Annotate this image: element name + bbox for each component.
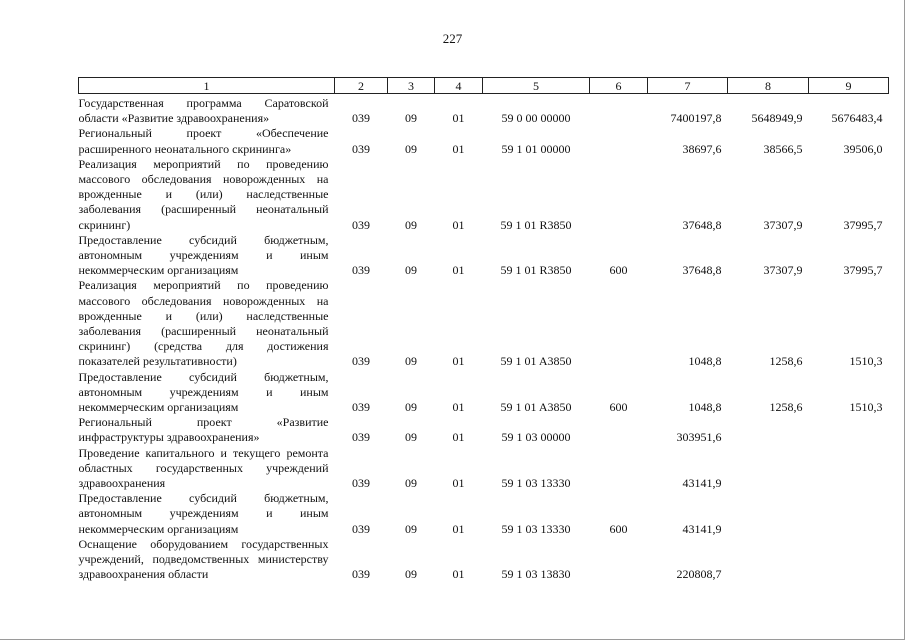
table-row (79, 491, 889, 537)
subsection-code: 01 (452, 430, 465, 445)
amount-year-2 (728, 446, 809, 492)
expense-type: 600 (609, 400, 628, 415)
header-cell: 4 (435, 78, 483, 94)
amount-year-3 (809, 446, 889, 492)
expense-type (590, 126, 648, 156)
amount-year-1: 43141,9 (682, 476, 722, 491)
header-cell: 6 (590, 78, 648, 94)
amount-year-2: 1258,6 (769, 400, 803, 415)
amount-year-3: 1510,3 (849, 400, 883, 415)
amount-year-1: 43141,9 (682, 521, 722, 536)
section-code: 09 (405, 521, 417, 536)
admin-code: 039 (352, 476, 370, 491)
expense-type: 600 (609, 521, 628, 536)
section-code: 09 (405, 263, 417, 278)
section-code: 09 (405, 430, 417, 445)
table-header-row (79, 78, 889, 94)
amount-year-3: 5676483,4 (831, 111, 883, 126)
target-article: 59 1 01 A3850 (500, 400, 572, 415)
amount-year-2: 5648949,9 (751, 111, 803, 126)
row-name: Реализация мероприятий по проведению массового обследования новорожденных на врожденные и (или) наследственные заболевания (расширенный неонатальный скрининг) (78, 156, 329, 232)
target-article: 59 1 01 A3850 (500, 354, 572, 369)
admin-code: 039 (352, 217, 370, 232)
table-row (79, 233, 889, 279)
target-article: 59 1 01 00000 (501, 141, 571, 156)
section-code: 09 (405, 354, 417, 369)
row-name: Предоставление субсидий бюджетным, автономным учреждениям и иным некоммерческим организациям (78, 491, 329, 536)
page-number: 227 (442, 31, 463, 46)
amount-year-3 (809, 537, 889, 583)
subsection-code: 01 (452, 476, 465, 491)
section-code: 09 (405, 141, 417, 156)
admin-code: 039 (352, 400, 370, 415)
amount-year-3: 1510,3 (849, 354, 883, 369)
table-row (79, 446, 889, 492)
expense-type (590, 278, 648, 369)
subsection-code: 01 (452, 263, 465, 278)
amount-year-3: 37995,7 (843, 217, 883, 232)
header-cell: 3 (388, 78, 435, 94)
admin-code: 039 (352, 521, 370, 536)
amount-year-1: 7400197,8 (670, 111, 722, 126)
expense-type (590, 157, 648, 233)
amount-year-3 (809, 415, 889, 445)
amount-year-2 (728, 491, 809, 537)
target-article: 59 1 01 R3850 (500, 263, 572, 278)
section-code: 09 (405, 476, 417, 491)
subsection-code: 01 (452, 521, 465, 536)
amount-year-2 (728, 537, 809, 583)
subsection-code: 01 (452, 354, 465, 369)
row-name: Предоставление субсидий бюджетным, автономным учреждениям и иным некоммерческим организациям (78, 369, 329, 415)
table-row (79, 415, 889, 445)
header-cell: 2 (335, 78, 388, 94)
expense-type (590, 446, 648, 492)
row-name: Реализация мероприятий по проведению массового обследования новорожденных на врожденные и (или) наследственные заболевания (расширенный неонатальный скрининг) (средства для достижения показателей результативности) (78, 278, 329, 369)
amount-year-3: 39506,0 (843, 141, 883, 156)
amount-year-2: 37307,9 (763, 263, 803, 278)
table-row (79, 157, 889, 233)
row-name: Предоставление субсидий бюджетным, автономным учреждениям и иным некоммерческим организациям (78, 232, 329, 278)
subsection-code: 01 (452, 217, 465, 232)
amount-year-2: 1258,6 (769, 354, 803, 369)
table-row (79, 370, 889, 416)
admin-code: 039 (352, 567, 370, 582)
admin-code: 039 (352, 430, 370, 445)
expense-type: 600 (609, 263, 628, 278)
row-name: Оснащение оборудованием государственных учреждений, подведомственных министерству здравоохранения области (78, 536, 329, 582)
amount-year-3: 37995,7 (843, 263, 883, 278)
admin-code: 039 (352, 354, 370, 369)
target-article: 59 0 00 00000 (501, 111, 571, 126)
header-cell: 1 (79, 78, 335, 94)
header-cell: 5 (483, 78, 590, 94)
table-row (79, 94, 889, 127)
admin-code: 039 (352, 141, 370, 156)
amount-year-3 (809, 491, 889, 537)
expense-type (590, 94, 648, 127)
row-name: Региональный проект «Развитие инфраструктуры здравоохранения» (78, 415, 329, 445)
table-row (79, 278, 889, 369)
table-row (79, 537, 889, 583)
expense-type (590, 537, 648, 583)
budget-table (78, 77, 889, 583)
admin-code: 039 (352, 111, 370, 126)
subsection-code: 01 (452, 111, 465, 126)
section-code: 09 (405, 400, 417, 415)
row-name: Государственная программа Саратовской области «Развитие здравоохранения» (78, 96, 329, 126)
amount-year-1: 303951,6 (676, 430, 722, 445)
row-name: Региональный проект «Обеспечение расширенного неонатального скрининга» (78, 126, 329, 156)
amount-year-1: 1048,8 (688, 354, 722, 369)
header-cell: 8 (728, 78, 809, 94)
table-row (79, 126, 889, 156)
target-article: 59 1 03 13330 (501, 521, 571, 536)
expense-type (590, 415, 648, 445)
subsection-code: 01 (452, 400, 465, 415)
admin-code: 039 (352, 263, 370, 278)
amount-year-2: 38566,5 (763, 141, 803, 156)
target-article: 59 1 03 00000 (501, 430, 571, 445)
subsection-code: 01 (452, 567, 465, 582)
amount-year-1: 37648,8 (682, 217, 722, 232)
section-code: 09 (405, 217, 417, 232)
amount-year-1: 1048,8 (688, 400, 722, 415)
subsection-code: 01 (452, 141, 465, 156)
amount-year-1: 37648,8 (682, 263, 722, 278)
section-code: 09 (405, 111, 417, 126)
target-article: 59 1 03 13830 (501, 567, 571, 582)
amount-year-2 (728, 415, 809, 445)
header-cell: 9 (809, 78, 889, 94)
amount-year-1: 220808,7 (676, 567, 722, 582)
row-name: Проведение капитального и текущего ремонта областных государственных учреждений здравоохранения (78, 445, 329, 491)
target-article: 59 1 01 R3850 (500, 217, 572, 232)
amount-year-2: 37307,9 (763, 217, 803, 232)
amount-year-1: 38697,6 (682, 141, 722, 156)
target-article: 59 1 03 13330 (501, 476, 571, 491)
section-code: 09 (405, 567, 417, 582)
header-cell: 7 (648, 78, 728, 94)
